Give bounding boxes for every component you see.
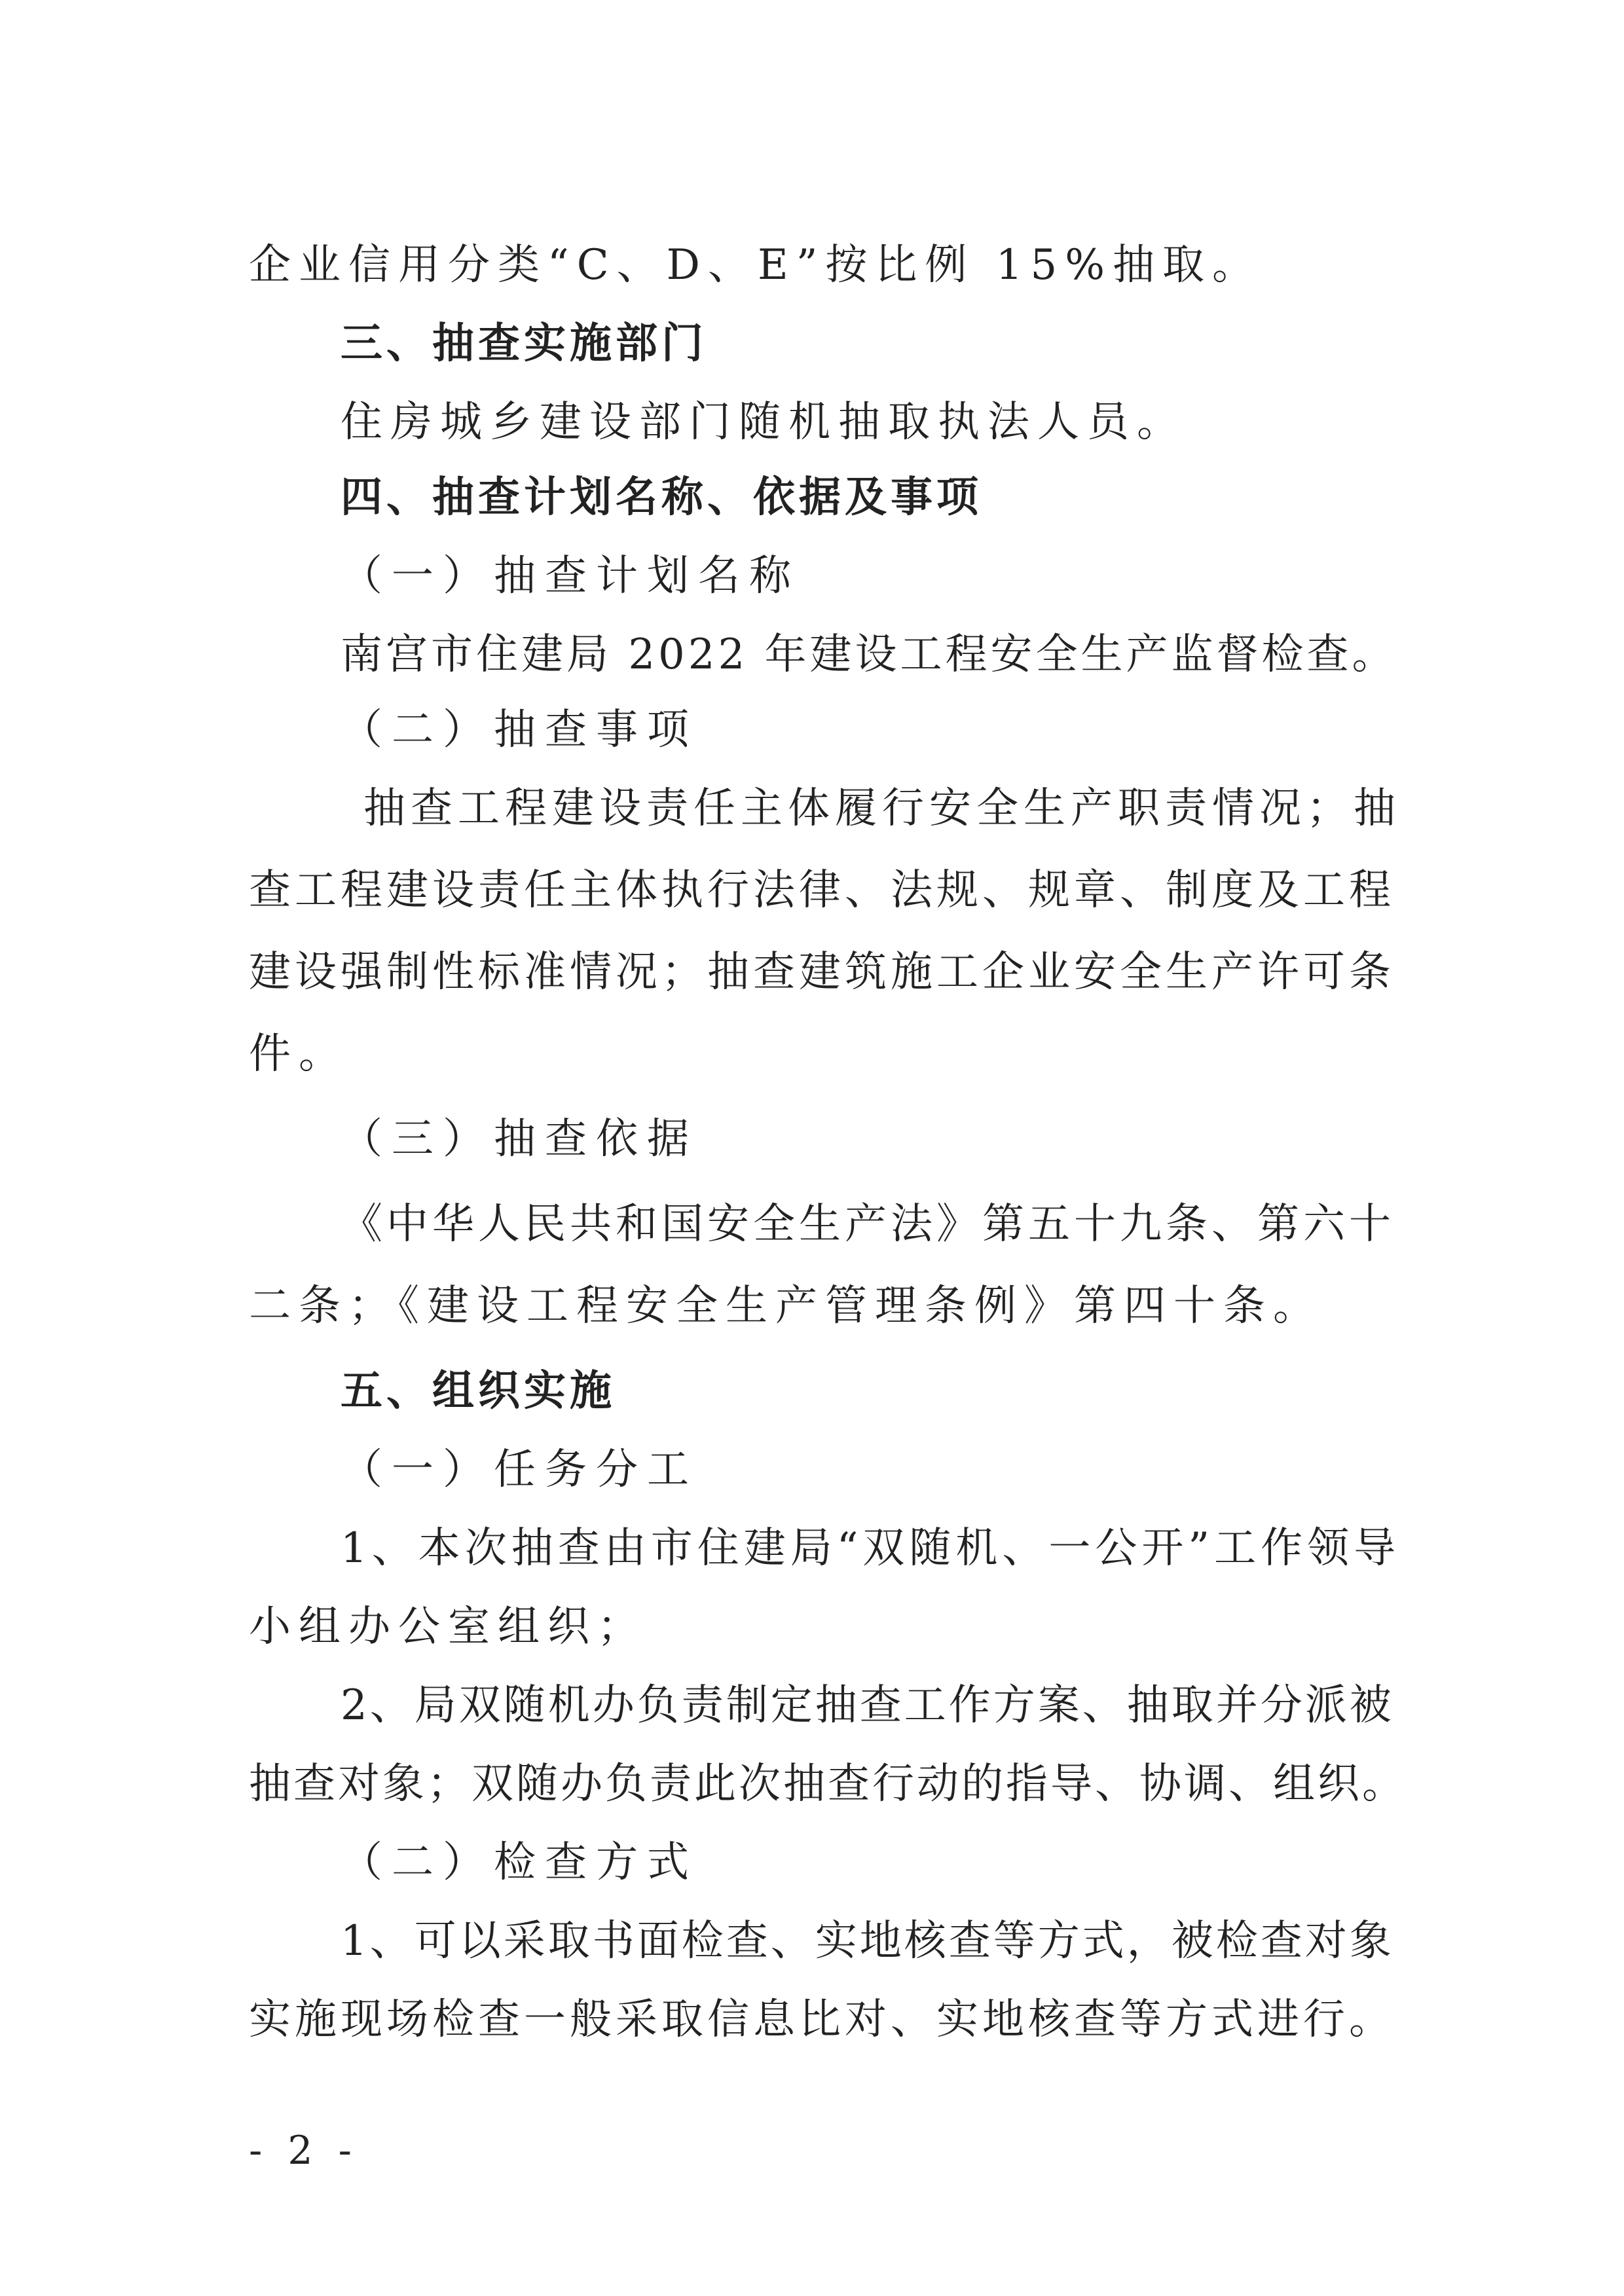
- paragraph-line: 1、可以采取书面检查、实地核查等方式，被检查对象: [341, 1917, 1394, 1965]
- paragraph-line: 1、本次抽查由市住建局“双随机、一公开”工作领导: [341, 1524, 1401, 1573]
- paragraph-line: 南宫市住建局 2022 年建设工程安全生产监督检查。: [341, 630, 1397, 679]
- paragraph-line: 建设强制性标准情况；抽查建筑施工企业安全生产许可条: [249, 948, 1395, 996]
- section-heading: 五、组织实施: [341, 1367, 616, 1415]
- paragraph-line: 件。: [249, 1030, 348, 1078]
- subsection-heading: （一）任务分工: [341, 1446, 698, 1494]
- page-number: - 2 -: [249, 2128, 358, 2174]
- paragraph-line: 《中华人民共和国安全生产法》第五十九条、第六十: [341, 1200, 1395, 1248]
- paragraph-line: 住房城乡建设部门随机抽取执法人员。: [341, 398, 1187, 446]
- paragraph-line: 抽查工程建设责任主体履行安全生产职责情况；抽: [363, 784, 1401, 833]
- subsection-heading: （二）抽查事项: [341, 706, 698, 754]
- paragraph-line: 2、局双随机办负责制定抽查工作方案、抽取并分派被: [341, 1681, 1394, 1730]
- paragraph-line: 小组办公室组织；: [249, 1603, 647, 1651]
- section-heading: 三、抽查实施部门: [341, 319, 707, 368]
- subsection-heading: （一）抽查计划名称: [341, 552, 800, 600]
- paragraph-line: 查工程建设责任主体执行法律、法规、规章、制度及工程: [249, 866, 1395, 915]
- paragraph-line: 二条；《建设工程安全生产管理条例》第四十条。: [249, 1282, 1323, 1330]
- subsection-heading: （三）抽查依据: [341, 1115, 698, 1163]
- subsection-heading: （二）检查方式: [341, 1838, 698, 1887]
- section-heading: 四、抽查计划名称、依据及事项: [341, 473, 982, 522]
- paragraph-line: 企业信用分类“C、D、E”按比例 15%抽取。: [249, 241, 1263, 289]
- paragraph-line: 实施现场检查一般采取信息比对、实地核查等方式进行。: [249, 1995, 1395, 2044]
- paragraph-line: 抽查对象；双随办负责此次抽查行动的指导、协调、组织。: [249, 1760, 1407, 1808]
